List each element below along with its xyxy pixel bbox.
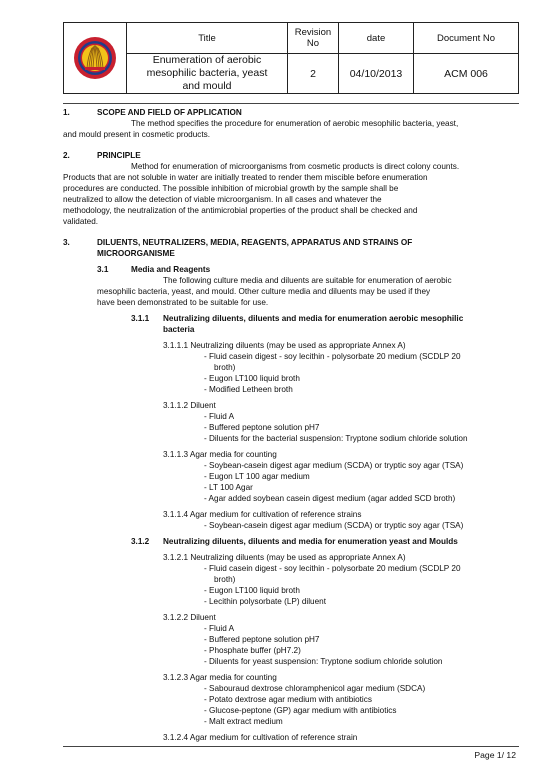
list-item: - Lecithin polysorbate (LP) diluent [204, 597, 326, 606]
paragraph-line: have been demonstrated to be suitable for use. [97, 298, 269, 307]
document-title: Enumeration of aerobic mesophilic bacteria, yeast and mould [127, 54, 288, 94]
subsection-number: 3.1.2 [131, 537, 150, 546]
paragraph-line: Products that are not soluble in water are initially treated to render them miscible before enumeration [63, 173, 428, 182]
paragraph-line: mesophilic bacteria, yeast, and mould. Other culture media and diluents may be used if they [97, 287, 431, 296]
list-item: - Diluents for the bacterial suspension: Tryptone sodium chloride solution [204, 434, 468, 443]
list-item: - Diluents for yeast suspension: Tryptone sodium chloride solution [204, 657, 443, 666]
item-heading: 3.1.2.2 Diluent [163, 613, 216, 622]
item-heading: 3.1.1.1 Neutralizing diluents (may be used as appropriate Annex A) [163, 341, 406, 350]
footer-divider [63, 746, 519, 747]
logo-cell [64, 23, 127, 94]
item-heading: 3.1.1.4 Agar medium for cultivation of reference strains [163, 510, 362, 519]
list-item: - Malt extract medium [204, 717, 283, 726]
list-item: - Soybean-casein digest agar medium (SCDA) or tryptic soy agar (TSA) [204, 521, 464, 530]
item-heading: 3.1.2.1 Neutralizing diluents (may be used as appropriate Annex A) [163, 553, 406, 562]
paragraph-line: validated. [63, 217, 99, 226]
list-item: - Buffered peptone solution pH7 [204, 635, 320, 644]
section-heading: MICROORGANISME [97, 249, 175, 258]
list-item: - Fluid A [204, 412, 235, 421]
section-heading: DILUENTS, NEUTRALIZERS, MEDIA, REAGENTS, APPARATUS AND STRAINS OF [97, 238, 413, 247]
paragraph-line: The method specifies the procedure for enumeration of aerobic mesophilic bacteria, yeast, [131, 119, 459, 128]
list-item: - Modified Letheen broth [204, 385, 293, 394]
header-date-label: date [339, 23, 414, 54]
item-heading: 3.1.1.2 Diluent [163, 401, 216, 410]
paragraph-line: methodology, the neutralization of the antimicrobial properties of the product shall be checked and [63, 206, 418, 215]
section-heading: SCOPE AND FIELD OF APPLICATION [97, 108, 242, 117]
paragraph-line: and mould present in cosmetic products. [63, 130, 210, 139]
list-item: - Eugon LT100 liquid broth [204, 586, 300, 595]
header-title-label: Title [127, 23, 288, 54]
header-docno-label: Document No [414, 23, 519, 54]
subsection-heading: Neutralizing diluents, diluents and media for enumeration aerobic mesophilic [163, 314, 464, 323]
subsection-number: 3.1.1 [131, 314, 150, 323]
list-item: - Phosphate buffer (pH7.2) [204, 646, 301, 655]
document-header-table [63, 22, 519, 94]
paragraph-line: procedures are conducted. The possible inhibition of microbial growth by the sample shall be [63, 184, 399, 193]
list-item: broth) [214, 363, 236, 372]
list-item: - LT 100 Agar [204, 483, 253, 492]
list-item: - Sabouraud dextrose chloramphenicol agar medium (SDCA) [204, 684, 426, 693]
list-item: - Potato dextrose agar medium with antibiotics [204, 695, 372, 704]
subsection-heading: Neutralizing diluents, diluents and media for enumeration yeast and Moulds [163, 537, 458, 546]
document-number: ACM 006 [414, 54, 519, 94]
list-item: - Glucose-peptone (GP) agar medium with antibiotics [204, 706, 397, 715]
list-item: - Agar added soybean casein digest medium (agar added SCD broth) [204, 494, 456, 503]
item-heading: 3.1.2.3 Agar media for counting [163, 673, 277, 682]
header-revision-label: Revision No [288, 23, 339, 54]
revision-number: 2 [288, 54, 339, 94]
subsection-heading: Media and Reagents [131, 265, 211, 274]
section-number: 2. [63, 151, 70, 160]
section-number: 3. [63, 238, 70, 247]
list-item: - Buffered peptone solution pH7 [204, 423, 320, 432]
paragraph-line: neutralized to allow the detection of viable microorganism. In all cases and whatever the [63, 195, 382, 204]
asean-logo-icon [73, 36, 117, 80]
section-heading: PRINCIPLE [97, 151, 141, 160]
paragraph-line: The following culture media and diluents are suitable for enumeration of aerobic [163, 276, 452, 285]
list-item: - Soybean-casein digest agar medium (SCDA) or tryptic soy agar (TSA) [204, 461, 464, 470]
list-item: - Fluid casein digest - soy lecithin - polysorbate 20 medium (SCDLP 20 [204, 564, 461, 573]
section-number: 1. [63, 108, 70, 117]
subsection-heading: bacteria [163, 325, 195, 334]
item-heading: 3.1.2.4 Agar medium for cultivation of reference strain [163, 733, 358, 742]
document-date: 04/10/2013 [339, 54, 414, 94]
subsection-number: 3.1 [97, 265, 109, 274]
list-item: - Fluid A [204, 624, 235, 633]
list-item: - Fluid casein digest - soy lecithin - polysorbate 20 medium (SCDLP 20 [204, 352, 461, 361]
header-divider [63, 103, 519, 104]
paragraph-line: Method for enumeration of microorganisms from cosmetic products is direct colony counts. [131, 162, 460, 171]
page-number: Page 1/ 12 [474, 750, 516, 760]
list-item: - Eugon LT 100 agar medium [204, 472, 310, 481]
list-item: - Eugon LT100 liquid broth [204, 374, 300, 383]
item-heading: 3.1.1.3 Agar media for counting [163, 450, 277, 459]
list-item: broth) [214, 575, 236, 584]
